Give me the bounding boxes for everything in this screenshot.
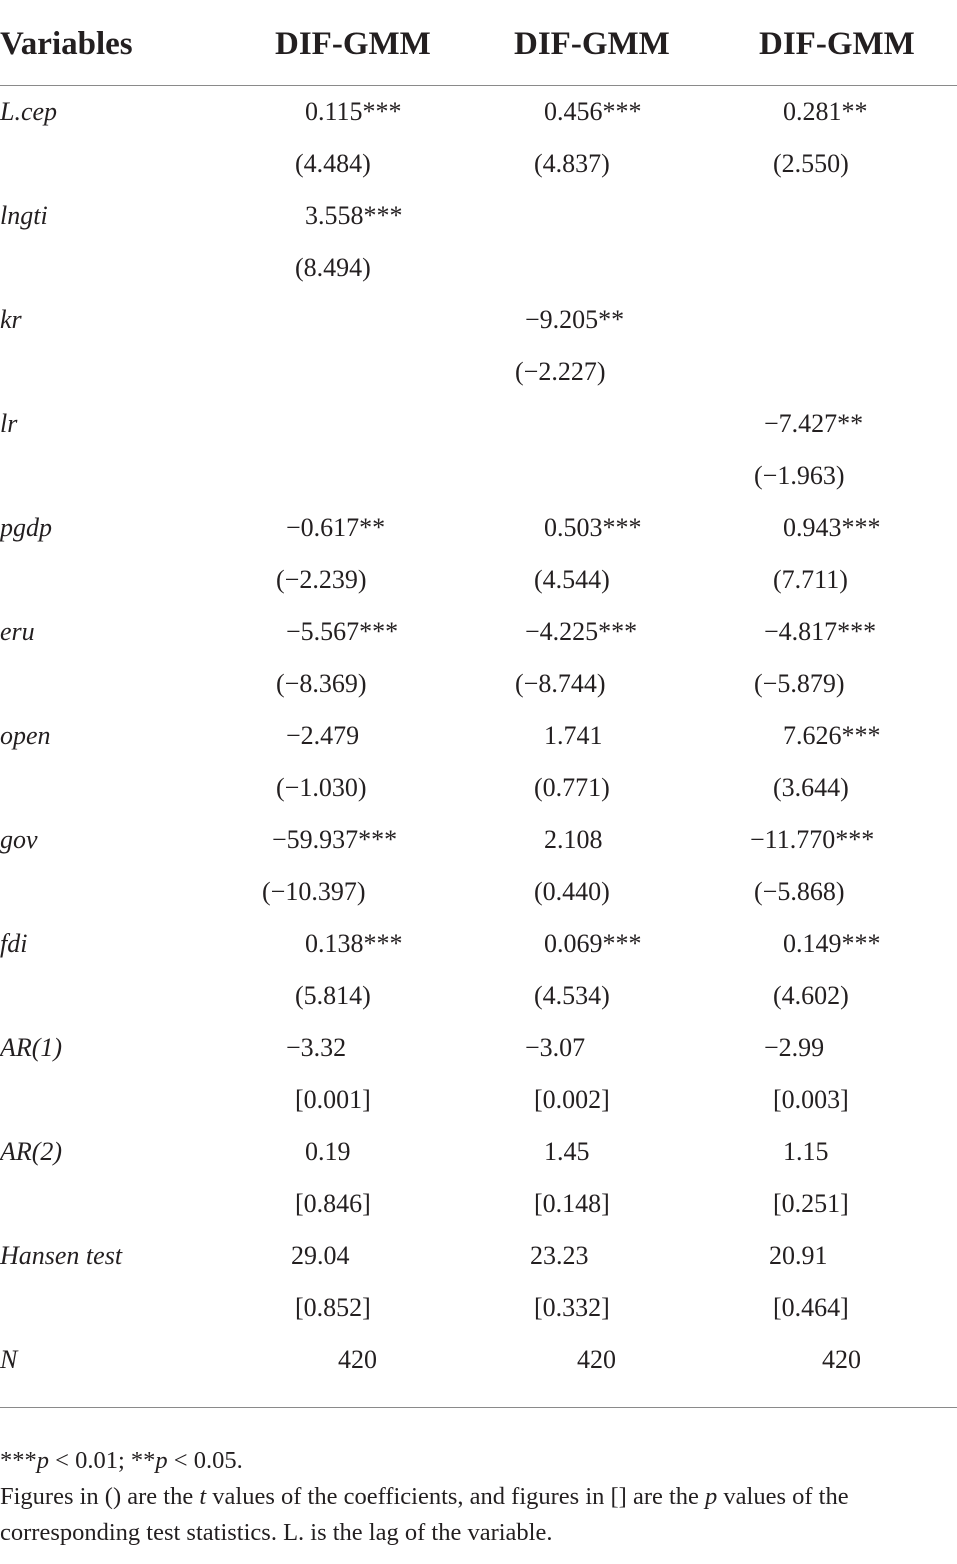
variable-label: gov: [0, 825, 38, 854]
cell-c1: −5.567***: [286, 617, 399, 646]
cell-c3: −7.427**: [764, 409, 864, 438]
cell-c3: −4.817***: [764, 617, 877, 646]
table-row: [0, 1334, 957, 1386]
variable-label: eru: [0, 617, 35, 646]
cell-c3: (3.644): [773, 773, 849, 802]
table-row: [0, 866, 957, 918]
cell-c3: (−5.879): [754, 669, 845, 698]
cell-c2: 23.23: [530, 1241, 589, 1270]
bottom-rule: [0, 1407, 957, 1408]
cell-c2: 0.456***: [544, 97, 642, 126]
cell-c2: −4.225***: [525, 617, 638, 646]
cell-c1: −3.32: [286, 1033, 347, 1062]
threshold-2: < 0.05.: [167, 1447, 243, 1474]
significance-note: [0, 1443, 940, 1479]
cell-c3: −11.770***: [750, 825, 875, 854]
explanation-note-line1: [0, 1479, 940, 1515]
table-row: [0, 1230, 957, 1282]
cell-c2: (−2.227): [515, 357, 606, 386]
variable-label: kr: [0, 305, 22, 334]
table-body: [0, 86, 957, 1386]
t-symbol: t: [199, 1483, 207, 1510]
cell-c2: 420: [577, 1345, 616, 1374]
table-row: [0, 814, 957, 866]
cell-c1: (−10.397): [262, 877, 366, 906]
cell-c2: [0.332]: [534, 1293, 610, 1322]
cell-c1: −0.617**: [286, 513, 386, 542]
p-symbol-2: p: [155, 1447, 168, 1474]
cell-c1: 0.19: [305, 1137, 351, 1166]
cell-c1: −2.479: [286, 721, 360, 750]
table-row: [0, 294, 957, 346]
stars-2: **: [130, 1447, 156, 1474]
cell-c3: 0.943***: [783, 513, 881, 542]
table-row: [0, 970, 957, 1022]
cell-c1: (8.494): [295, 253, 371, 282]
variable-label: Hansen test: [0, 1241, 123, 1270]
stars-1: ***: [0, 1447, 37, 1474]
table-row: [0, 502, 957, 554]
cell-c3: 1.15: [783, 1137, 829, 1166]
explanation-part2: values of the coefficients, and figures in [] are the: [206, 1483, 706, 1510]
p-symbol-1: p: [36, 1447, 49, 1474]
cell-c3: 20.91: [769, 1241, 828, 1270]
table-row: [0, 918, 957, 970]
cell-c3: 0.149***: [783, 929, 881, 958]
cell-c2: 1.45: [544, 1137, 590, 1166]
table-row: [0, 398, 957, 450]
cell-c1: [0.852]: [295, 1293, 371, 1322]
cell-c1: 3.558***: [305, 201, 403, 230]
variable-label: fdi: [0, 929, 28, 958]
header-variables: Variables: [0, 26, 133, 62]
variable-label: lr: [0, 409, 18, 438]
table-row: [0, 606, 957, 658]
cell-c2: (0.440): [534, 877, 610, 906]
table-row: [0, 1282, 957, 1334]
cell-c2: 0.503***: [544, 513, 642, 542]
cell-c1: (−1.030): [276, 773, 367, 802]
cell-c1: (−8.369): [276, 669, 367, 698]
cell-c2: (−8.744): [515, 669, 606, 698]
cell-c2: 0.069***: [544, 929, 642, 958]
table-row: [0, 1022, 957, 1074]
table-row: [0, 710, 957, 762]
cell-c2: −3.07: [525, 1033, 586, 1062]
cell-c3: 7.626***: [783, 721, 881, 750]
table-row: [0, 242, 957, 294]
table-row: [0, 554, 957, 606]
cell-c2: (4.544): [534, 565, 610, 594]
variable-label: open: [0, 721, 51, 750]
cell-c3: (4.602): [773, 981, 849, 1010]
cell-c2: [0.148]: [534, 1189, 610, 1218]
table-row: [0, 1178, 957, 1230]
table-row: [0, 86, 957, 138]
cell-c1: 0.115***: [305, 97, 402, 126]
cell-c1: 420: [338, 1345, 377, 1374]
table-row: [0, 658, 957, 710]
variable-label: pgdp: [0, 513, 52, 542]
cell-c3: (2.550): [773, 149, 849, 178]
table-row: [0, 1074, 957, 1126]
variable-label: AR(2): [0, 1137, 63, 1166]
header-col1: DIF-GMM: [275, 26, 431, 62]
cell-c3: (−1.963): [754, 461, 845, 490]
cell-c2: (4.534): [534, 981, 610, 1010]
cell-c3: 420: [822, 1345, 861, 1374]
table-row: [0, 762, 957, 814]
cell-c1: (4.484): [295, 149, 371, 178]
header-col3: DIF-GMM: [759, 26, 915, 62]
cell-c1: −59.937***: [272, 825, 398, 854]
cell-c1: (5.814): [295, 981, 371, 1010]
cell-c1: 0.138***: [305, 929, 403, 958]
table-row: [0, 138, 957, 190]
cell-c1: (−2.239): [276, 565, 367, 594]
cell-c2: (4.837): [534, 149, 610, 178]
variable-label: L.cep: [0, 97, 58, 126]
table-header: [0, 0, 957, 86]
cell-c2: 1.741: [544, 721, 603, 750]
table-row: [0, 346, 957, 398]
cell-c2: 2.108: [544, 825, 603, 854]
variable-label: AR(1): [0, 1033, 63, 1062]
p-symbol: p: [705, 1483, 718, 1510]
header-col2: DIF-GMM: [514, 26, 670, 62]
explanation-part3: values of the: [717, 1483, 849, 1510]
variable-label: lngti: [0, 201, 48, 230]
cell-c3: 0.281**: [783, 97, 868, 126]
cell-c1: [0.001]: [295, 1085, 371, 1114]
cell-c3: [0.464]: [773, 1293, 849, 1322]
cell-c1: [0.846]: [295, 1189, 371, 1218]
table-row: [0, 190, 957, 242]
table-row: [0, 1126, 957, 1178]
cell-c1: 29.04: [291, 1241, 350, 1270]
cell-c3: (7.711): [773, 565, 848, 594]
table-row: [0, 450, 957, 502]
cell-c2: −9.205**: [525, 305, 625, 334]
cell-c3: (−5.868): [754, 877, 845, 906]
cell-c2: [0.002]: [534, 1085, 610, 1114]
cell-c2: (0.771): [534, 773, 610, 802]
explanation-part1: Figures in () are the: [0, 1483, 200, 1510]
cell-c3: [0.003]: [773, 1085, 849, 1114]
cell-c3: [0.251]: [773, 1189, 849, 1218]
threshold-1: < 0.01;: [49, 1447, 131, 1474]
cell-c3: −2.99: [764, 1033, 825, 1062]
explanation-note-line2: corresponding test statistics. L. is the lag of the variable.: [0, 1519, 553, 1546]
variable-label: N: [0, 1345, 18, 1374]
table-notes: [0, 1443, 940, 1551]
